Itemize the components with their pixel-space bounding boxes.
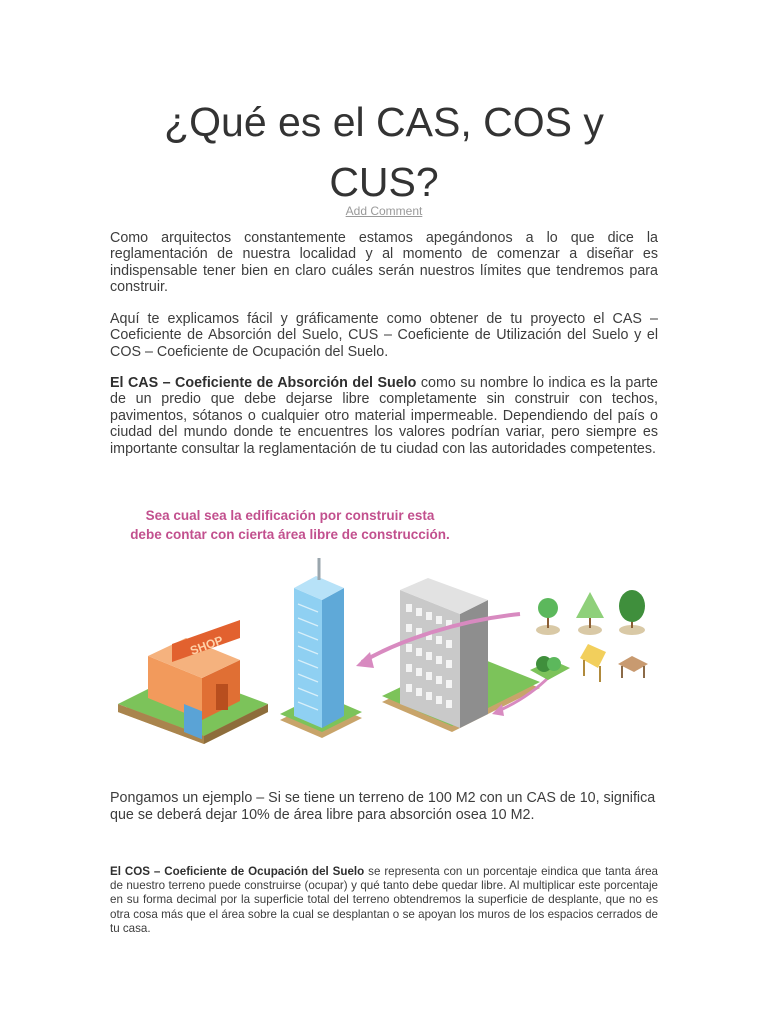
gray-tower (382, 578, 540, 732)
cas-paragraph (110, 375, 658, 457)
intro-paragraph: Como arquitectos constantemente estamos apegándonos a lo que dice la reglamentación de nuestra localidad y al momento de comenzar a diseñar es indispensable tener bien en claro cuáles serán nuestros límites que tendremos para construir. (110, 230, 658, 296)
park-furniture (530, 644, 648, 682)
cos-description: se representa con un porcentaje eindica que tanta área de nuestro terreno puede construirse (ocupar) y qué tanto debe quedar libre. Al multiplicar este porcentaje en su forma decimal por la superficie total del terreno obtendremos la superficie de desplante, que no es otra cosa más que el área sobre la cual se desplantan o se apoyan los muros de los espacios cerrados de tu casa. (110, 865, 659, 935)
figure-caption-line-1: Sea cual sea la edificación por construir esta (145, 508, 435, 523)
cas-term: El CAS – Coeficiente de Absorción del Suelo (110, 375, 417, 391)
title-line-1: ¿Qué es el CAS, COS y (164, 99, 604, 145)
title-line-2: CUS? (329, 159, 439, 205)
cas-illustration (100, 500, 668, 758)
add-comment-link[interactable]: Add Comment (345, 204, 423, 218)
cos-term: El COS – Coeficiente de Ocupación del Suelo (110, 865, 365, 878)
cas-description: como su nombre lo indica es la parte de un predio que debe dejarse libre completamente sin construir con techos, pavimentos, sótanos o cualquier otro material impermeable. Dependiendo del país o ciudad del mundo donde te encuentres los valores podrían variar, pero siempre es importante consultar la reglamentación de tu ciudad con las autoridades competentes. (110, 375, 658, 457)
shop-sign-text: SHOP (188, 633, 225, 658)
page-title (110, 92, 658, 212)
figure-caption-line-2: debe contar con cierta área libre de construcción. (130, 527, 450, 542)
shop-building (118, 620, 268, 744)
explanation-paragraph: Aquí te explicamos fácil y gráficamente como obtener de tu proyecto el CAS – Coeficiente de Absorción del Suelo, CUS – Coeficiente de Utilización del Suelo y el COS – Coeficiente de Ocupación del Suelo. (110, 311, 658, 360)
example-paragraph: Pongamos un ejemplo – Si se tiene un terreno de 100 M2 con un CAS de 10, significa que se deberá dejar 10% de área libre para absorción osea 10 M2. (110, 790, 656, 823)
trees (536, 590, 645, 635)
blue-tower (280, 558, 362, 738)
cos-paragraph (110, 865, 658, 936)
